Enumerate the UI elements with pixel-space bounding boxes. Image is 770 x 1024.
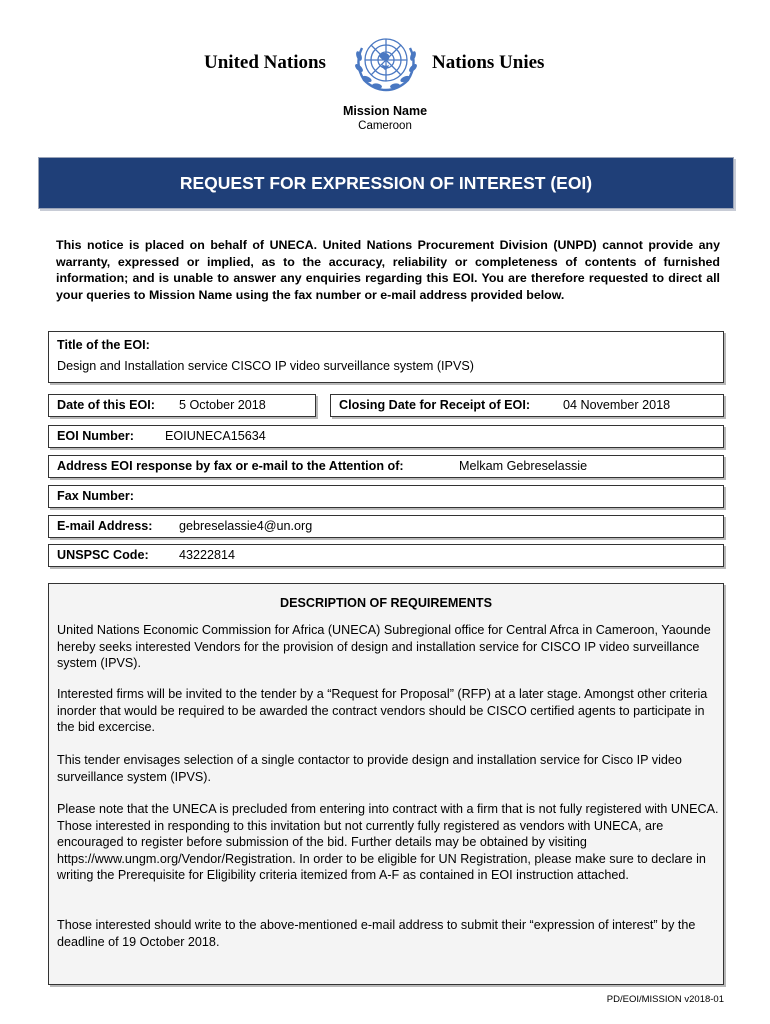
- description-heading: DESCRIPTION OF REQUIREMENTS: [279, 596, 492, 610]
- document-title: REQUEST FOR EXPRESSION OF INTEREST (EOI): [179, 173, 593, 193]
- fax-number-field: [48, 485, 724, 508]
- email-label: E-mail Address:: [57, 519, 153, 533]
- eoi-date-value: 5 October 2018: [179, 398, 266, 412]
- eoi-number-value: EOIUNECA15634: [165, 429, 266, 443]
- email-field: [48, 515, 724, 538]
- document-title-banner: [38, 157, 734, 209]
- eoi-date-field: [48, 394, 316, 417]
- mission-name: Mission Name: [342, 104, 428, 118]
- unspsc-code-label: UNSPSC Code:: [57, 548, 149, 562]
- attention-field: [48, 455, 724, 478]
- eoi-title-label: Title of the EOI:: [57, 338, 150, 352]
- unspsc-code-value: 43222814: [179, 548, 236, 562]
- eoi-title-field: [48, 331, 724, 383]
- description-of-requirements: [48, 583, 724, 985]
- description-paragraph: United Nations Economic Commission for Africa (UNECA) Subregional office for Central Afrca in Cameroon, Yaounde hereby seeks interested Vendors for the provision of design and installation service for CISCO IP video surveillance system (IPVS).: [57, 623, 711, 671]
- description-paragraph: Those interested should write to the above-mentioned e-mail address to submit their “expression of interest” by the deadline of 19 October 2018.: [57, 918, 696, 949]
- email-value[interactable]: gebreselassie4@un.org: [179, 519, 313, 533]
- org-name-french: Nations Unies: [432, 52, 545, 73]
- eoi-title-value: Design and Installation service CISCO IP video surveillance system (IPVS): [57, 359, 474, 373]
- description-paragraph: Interested firms will be invited to the tender by a “Request for Proposal” (RFP) at a later stage. Amongst other criteria inorder that would be required to be awarded the contract vendors should be CISCO certified agents to participate in the bid excercise.: [57, 687, 708, 735]
- description-paragraph: This tender envisages selection of a single contactor to provide design and installation service for Cisco IP video surveillance system (IPVS).: [57, 753, 682, 784]
- eoi-date-label: Date of this EOI:: [57, 398, 155, 412]
- un-emblem-icon: [348, 30, 424, 98]
- attention-label: Address EOI response by fax or e-mail to the Attention of:: [57, 459, 404, 473]
- fax-number-label: Fax Number:: [57, 489, 134, 503]
- form-version-code: PD/EOI/MISSION v2018-01: [606, 994, 724, 1005]
- closing-date-label: Closing Date for Receipt of EOI:: [339, 398, 531, 412]
- unspsc-code-field: [48, 544, 724, 567]
- closing-date-field: [330, 394, 724, 417]
- eoi-number-field: [48, 425, 724, 448]
- org-name-english: United Nations: [204, 52, 326, 73]
- letterhead: [0, 30, 770, 100]
- attention-value: Melkam Gebreselassie: [459, 459, 588, 473]
- description-paragraph: Please note that the UNECA is precluded from entering into contract with a firm that is not fully registered with UNECA. Those interested in responding to this invitation but not currently fully registered as vendors with UNECA, are encouraged to register before submission of the bid. Further details may be obtained by visiting https://www.ungm.org/Vendor/Registration. In order to be eligible for UN Registration, please make sure to declare in writing the Prerequisite for Eligibility criteria itemized from A-F as contained in EOI instruction attached.: [57, 802, 719, 883]
- eoi-number-label: EOI Number:: [57, 429, 134, 443]
- closing-date-value: 04 November 2018: [563, 398, 671, 412]
- mission-country: Cameroon: [358, 120, 412, 132]
- procurement-notice: This notice is placed on behalf of UNECA. United Nations Procurement Division (UNPD) cannot provide any warranty, expressed or implied, as to the accuracy, reliability or completeness of contents of furnished information; and is unable to answer any enquiries regarding this EOI. You are therefore requested to direct all your queries to Mission Name using the fax number or e-mail address provided below.: [56, 238, 720, 302]
